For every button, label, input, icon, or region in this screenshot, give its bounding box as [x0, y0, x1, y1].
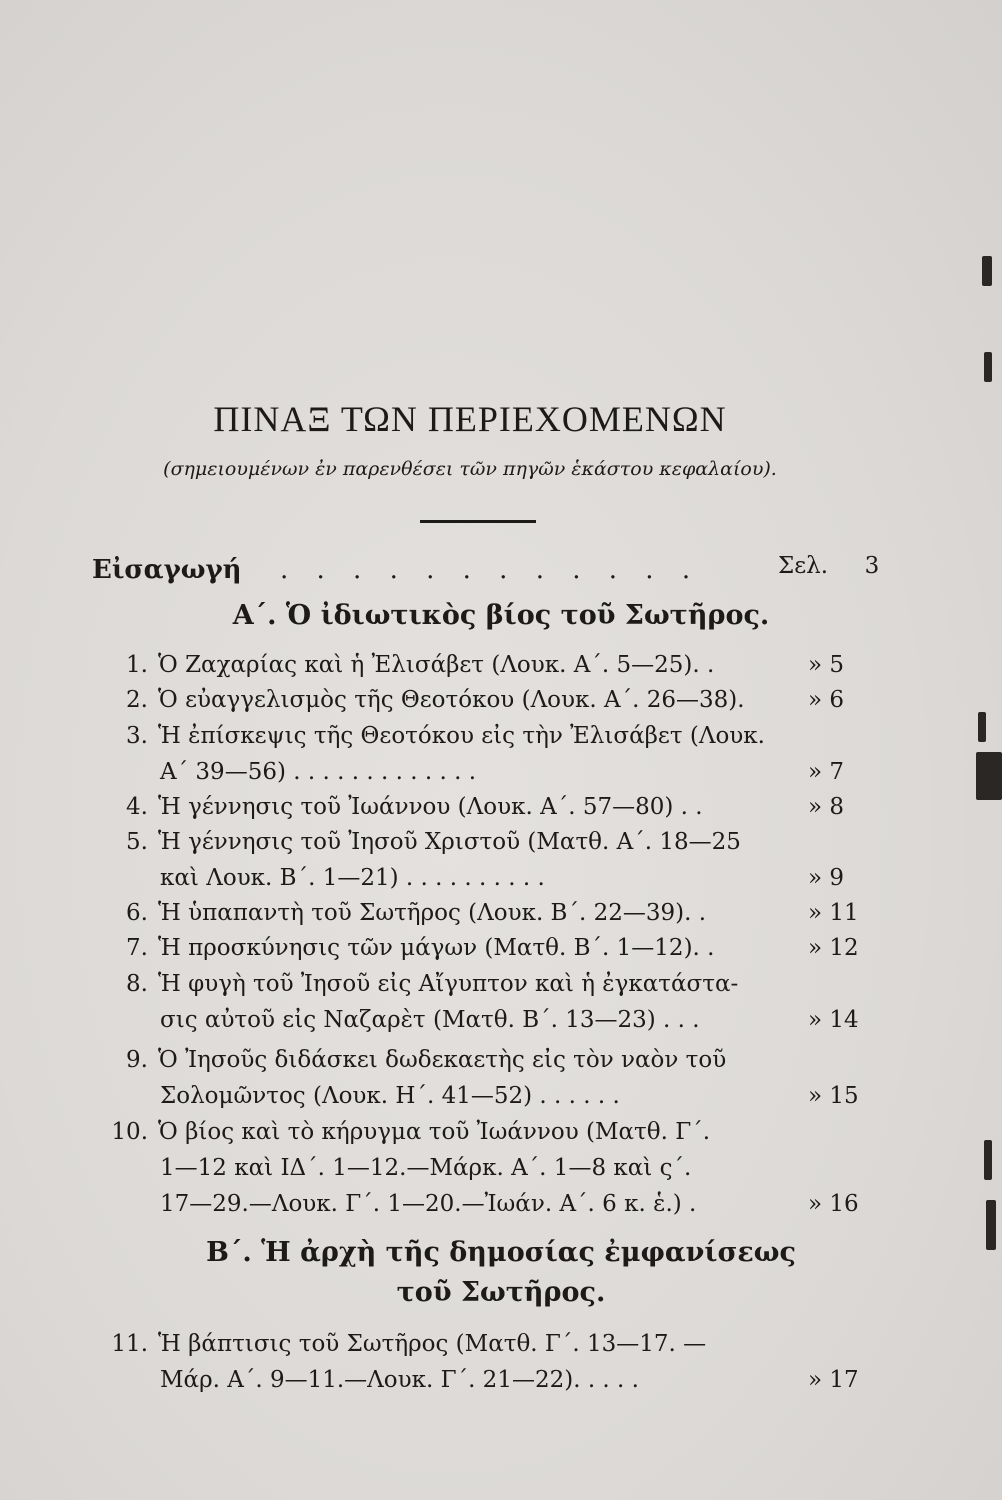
entry-page: » 16 — [808, 1191, 859, 1217]
intro-page-ref — [778, 553, 879, 579]
intro-leader-dots: . . . . . . . . . . . . — [280, 555, 701, 585]
entry-title: Ἡ φυγὴ τοῦ Ἰησοῦ εἰς Αἴγυπτον καὶ ἡ ἐγκατάστα- — [158, 971, 739, 997]
entry-title-continued: 1—12 καὶ ΙΔ΄. 1—12.—Μάρκ. Α΄. 1—8 καὶ ς΄. — [160, 1155, 692, 1181]
section-b-heading-continued: τοῦ Σωτῆρος. — [396, 1277, 606, 1308]
entry-title-continued: σις αὐτοῦ εἰς Ναζαρὲτ (Ματθ. Β΄. 13—23) . . . — [160, 1007, 700, 1033]
entry-title: Ἡ βάπτισις τοῦ Σωτῆρος (Ματθ. Γ΄. 13—17. — — [158, 1331, 707, 1357]
toc-entry-continuation — [0, 1363, 1002, 1397]
entry-number: 5. — [126, 829, 148, 855]
entry-page: » 11 — [808, 900, 859, 926]
entry-number: 2. — [126, 687, 148, 713]
entry-page: » 9 — [808, 865, 845, 891]
entry-title: Ὁ εὐαγγελισμὸς τῆς Θεοτόκου (Λουκ. Α΄. 26—38). — [158, 687, 745, 713]
toc-entry — [0, 896, 1002, 930]
entry-number: 6. — [126, 900, 148, 926]
entry-title: Ὁ Ζαχαρίας καὶ ἡ Ἐλισάβετ (Λουκ. Α΄. 5—25). . — [158, 652, 715, 678]
entry-title-continued: Α΄ 39—56) . . . . . . . . . . . . . — [160, 759, 477, 785]
entry-title: Ἡ γέννησις τοῦ Ἰησοῦ Χριστοῦ (Ματθ. Α΄. 18—25 — [158, 829, 741, 855]
toc-entry — [0, 648, 1002, 682]
entry-title-continued: Μάρ. Α΄. 9—11.—Λουκ. Γ΄. 21—22). . . . . — [160, 1367, 639, 1393]
section-a-heading: Α΄. Ὁ ἰδιωτικὸς βίος τοῦ Σωτῆρος. — [232, 600, 770, 631]
entry-number: 4. — [126, 794, 148, 820]
toc-entry — [0, 967, 1002, 1001]
toc-entry-continuation — [0, 1151, 1002, 1185]
entry-number: 1. — [126, 652, 148, 678]
entry-title: Ἡ προσκύνησις τῶν μάγων (Ματθ. Β΄. 1—12). . — [158, 935, 715, 961]
toc-entry-continuation — [0, 755, 1002, 789]
toc-entry-continuation — [0, 1003, 1002, 1037]
entry-title: Ἡ ἐπίσκεψις τῆς Θεοτόκου εἰς τὴν Ἐλισάβετ (Λουκ. — [158, 723, 765, 749]
entry-page: » 5 — [808, 652, 845, 678]
entry-page: » 8 — [808, 794, 845, 820]
toc-entry — [0, 825, 1002, 859]
entry-title-continued: 17—29.—Λουκ. Γ΄. 1—20.—Ἰωάν. Α΄. 6 κ. ἑ.) . — [160, 1191, 697, 1217]
entry-number: 11. — [111, 1331, 148, 1357]
toc-entry — [0, 683, 1002, 717]
entry-number: 7. — [126, 935, 148, 961]
entry-number: 9. — [126, 1047, 148, 1073]
entry-title: Ὁ Ἰησοῦς διδάσκει δωδεκαετὴς εἰς τὸν ναὸν τοῦ — [158, 1047, 727, 1073]
page-label: Σελ. — [778, 553, 829, 579]
intro-page-number: 3 — [864, 553, 880, 579]
toc-entry — [0, 790, 1002, 824]
intro-label: Εἰσαγωγή — [92, 555, 242, 585]
toc-entry-continuation — [0, 861, 1002, 895]
entry-title: Ἡ ὑπαπαντὴ τοῦ Σωτῆρος (Λουκ. Β΄. 22—39). . — [158, 900, 707, 926]
entry-page: » 17 — [808, 1367, 859, 1393]
toc-entry — [0, 931, 1002, 965]
toc-entry — [0, 719, 1002, 753]
entry-number: 3. — [126, 723, 148, 749]
entry-page: » 15 — [808, 1083, 859, 1109]
page-title: ΠΙΝΑΞ ΤΩΝ ΠΕΡΙΕΧΟΜΕΝΩΝ — [213, 399, 727, 439]
entry-number: 10. — [111, 1119, 148, 1145]
entry-number: 8. — [126, 971, 148, 997]
entry-page: » 7 — [808, 759, 845, 785]
page-subtitle: (σημειουμένων ἐν παρενθέσει τῶν πηγῶν ἑκάστου κεφαλαίου). — [163, 458, 777, 480]
toc-entry-continuation — [0, 1187, 1002, 1221]
toc-entry — [0, 1115, 1002, 1149]
toc-entry — [0, 1327, 1002, 1361]
toc-entry — [0, 1043, 1002, 1077]
entry-page: » 12 — [808, 935, 859, 961]
entry-title: Ὁ βίος καὶ τὸ κήρυγμα τοῦ Ἰωάννου (Ματθ. Γ΄. — [158, 1119, 710, 1145]
toc-entry-continuation — [0, 1079, 1002, 1113]
entry-title-continued: καὶ Λουκ. Β΄. 1—21) . . . . . . . . . . — [160, 865, 545, 891]
entry-page: » 6 — [808, 687, 845, 713]
entry-title-continued: Σολομῶντος (Λουκ. Η΄. 41—52) . . . . . . — [160, 1083, 620, 1109]
section-b-heading: Β΄. Ἡ ἀρχὴ τῆς δημοσίας ἐμφανίσεως — [206, 1237, 796, 1268]
title-rule — [420, 520, 536, 523]
entry-title: Ἡ γέννησις τοῦ Ἰωάννου (Λουκ. Α΄. 57—80) . . — [158, 794, 703, 820]
entry-page: » 14 — [808, 1007, 859, 1033]
